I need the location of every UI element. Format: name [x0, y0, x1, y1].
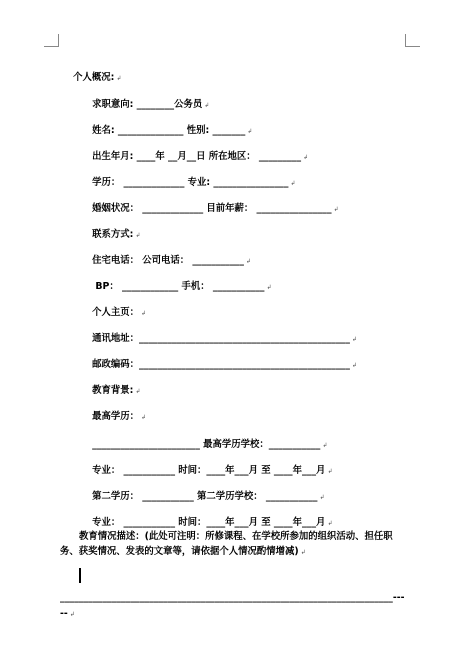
paragraph-mark: ↲ [266, 284, 272, 291]
line-text: 邮政编码：_____________________________________________ [92, 359, 350, 370]
line-text: 专业： ___________ 时间：____年___月 至 ____年___月 [92, 465, 326, 476]
paragraph-mark: ↲ [327, 468, 333, 475]
paragraph-mark: ↲ [303, 154, 309, 161]
paragraph-mark: ↲ [351, 336, 357, 343]
text-cursor [79, 568, 81, 583]
line-text: 婚姻状况： _____________ 目前年薪： ________________ [92, 203, 332, 214]
paragraph-mark: ↲ [140, 310, 146, 317]
heading-text: 个人概况: [73, 72, 115, 83]
line-text: 个人主页： [92, 307, 139, 318]
line-text: BP： ____________ 手机： ___________ [92, 281, 265, 292]
line-text: 教育背景: [92, 385, 134, 396]
paragraph-mark: ↲ [351, 362, 357, 369]
paragraph-mark: ↲ [135, 388, 141, 395]
line-text: 姓名: ______________ 性别: _______ [92, 125, 246, 136]
paragraph-mark: ↲ [116, 75, 122, 82]
line-text: 第二学历： ___________ 第二学历学校： ___________ [92, 491, 318, 502]
paragraph-mark: ↲ [245, 258, 251, 265]
paragraph-mark: ↲ [300, 549, 306, 556]
paragraph-mark: ↲ [327, 520, 333, 527]
paragraph-mark: ↲ [204, 102, 210, 109]
line-text: 联系方式: [92, 229, 134, 240]
education-description-paragraph[interactable] [60, 529, 405, 560]
line-text: 最高学历： [92, 411, 139, 422]
paragraph-mark: ↲ [322, 442, 328, 449]
paragraph-text: 教育情况描述：(此处可注明：所修课程、在学校所参加的组织活动、担任职务、获奖情况、发表的文章等，请依据个人情况酌情增减) [60, 531, 393, 557]
paragraph-mark: ↲ [135, 232, 141, 239]
line-text: 学历： _____________ 专业: ________________ [92, 177, 289, 188]
trailing-blank-line[interactable] [60, 590, 405, 623]
line-text: 住宅电话： 公司电话： ___________ [92, 255, 244, 266]
line-text: _______________________________________________________________________----- [60, 592, 405, 619]
paragraph-mark: ↲ [247, 128, 253, 135]
paragraph-mark: ↲ [69, 611, 75, 618]
paragraph-mark: ↲ [290, 180, 296, 187]
line-text: 通讯地址：_____________________________________________ [92, 333, 350, 344]
paragraph-mark: ↲ [140, 414, 146, 421]
paragraph-mark: ↲ [333, 206, 339, 213]
line-text: 出生年月: ____年 __月__日 所在地区： _________ [92, 151, 302, 162]
line-text: 求职意向: ________公务员 [92, 99, 203, 110]
page-corner-mark-top-left [44, 34, 59, 47]
line-text: _______________________ 最高学历学校：___________ [92, 439, 321, 450]
paragraph-mark: ↲ [319, 494, 325, 501]
page-corner-mark-top-right [405, 34, 420, 47]
line-text: 专业： ___________ 时间：____年___月 至 ____年___月 [92, 517, 326, 528]
